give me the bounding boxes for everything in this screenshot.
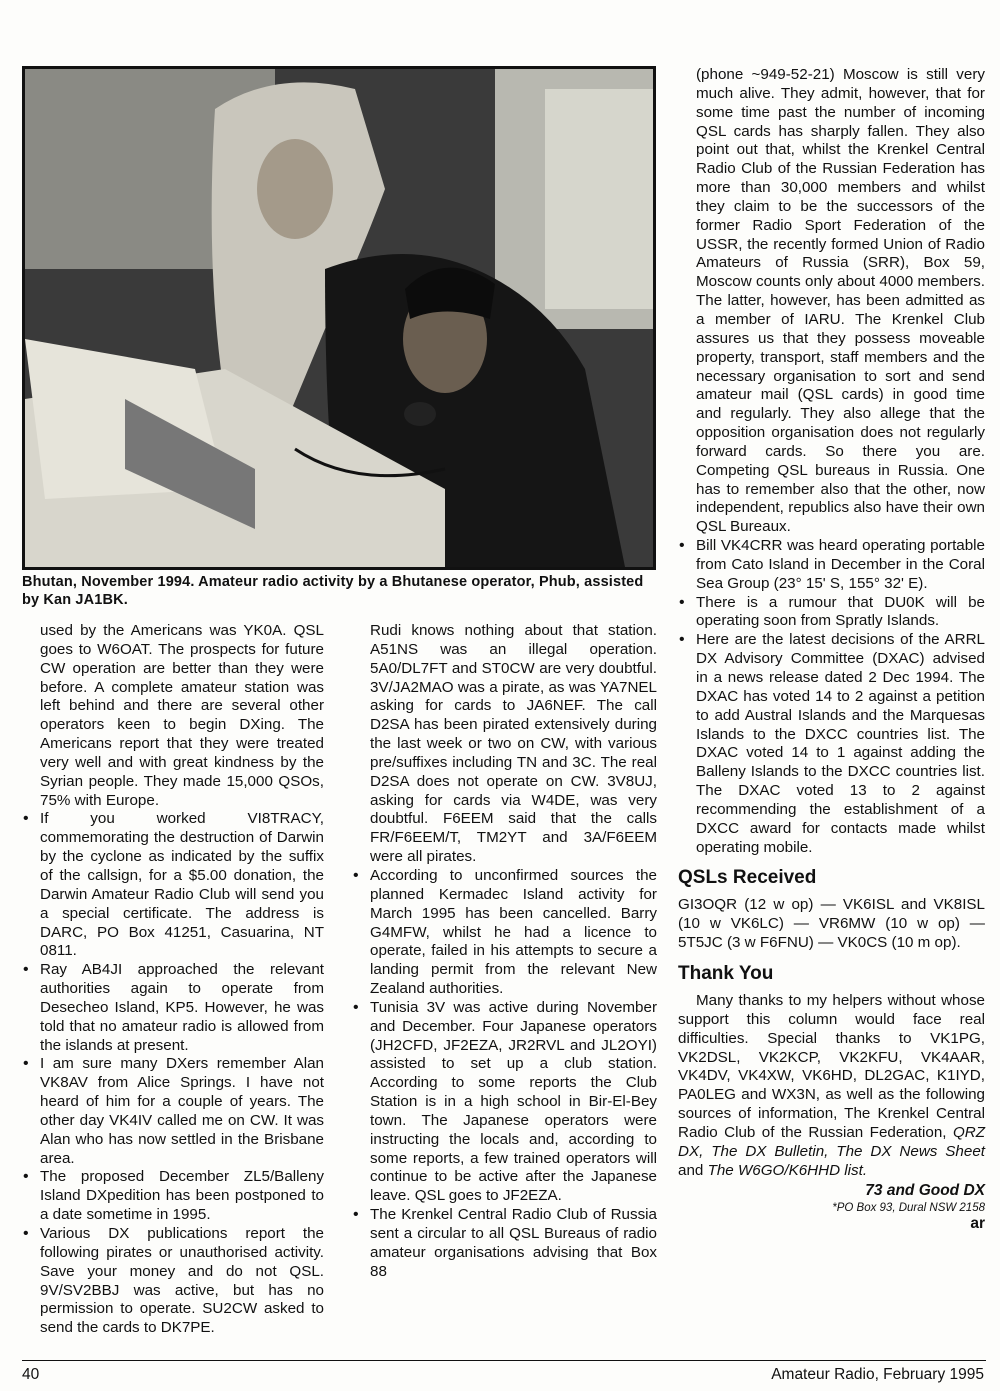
list-item: • Tunisia 3V was active during November and December. Four Japanese operators (JH2CFD, JF2EZA, JR2RVL and JL2OYI) assisted to set up a club station. According to some reports the Club Station is in a high school in Bir-El-Bey town. The Japanese operators were instructing the locals and, according to some reports, a few trained operators will continue to be active after the Japanese leave. QSL goes to JF2EZA. bbox=[352, 999, 657, 1206]
author-address: *PO Box 93, Dural NSW 2158 bbox=[832, 1202, 985, 1215]
footer-rule bbox=[22, 1360, 986, 1361]
bullet-list bbox=[22, 810, 324, 1338]
list-item: • Here are the latest decisions of the ARRL DX Advisory Committee (DXAC) advised in a news release dated 2 Dec 1994. The DXAC has voted 14 to 2 against a petition to add Austral Islands and the Marquesas Islands to the DXCC countries list. The DXAC voted 14 to 1 against adding the Balleny Islands to the DXCC countries list. The DXAC voted 13 to 2 against recommending the establishment of a DXCC award for contacts made whilst operating mobile. bbox=[678, 631, 985, 857]
list-item: • I am sure many DXers remember Alan VK8AV from Alice Springs. I have not heard of him for a couple of years. The other day VK4IV called me on CW. It was Alan who has now settled in the Brisbane area. bbox=[22, 1055, 324, 1168]
bullet-list bbox=[678, 537, 985, 857]
column-2 bbox=[352, 622, 657, 1282]
signoff: 73 and Good DX bbox=[865, 1182, 985, 1200]
thanks-and: and bbox=[678, 1161, 708, 1179]
bullet-list bbox=[352, 867, 657, 1282]
thanks-sources-italic: QRZ DX, The DX Bulletin, The DX News Sheet bbox=[678, 1123, 985, 1160]
column-3 bbox=[678, 66, 985, 1233]
list-item: • Bill VK4CRR was heard operating portable from Cato Island in December in the Coral Sea Group (23° 15' S, 155° 32' E). bbox=[678, 537, 985, 594]
page-number: 40 bbox=[22, 1366, 40, 1383]
paragraph: Rudi knows nothing about that station. A51NS was an illegal operation. 5A0/DL7FT and ST0CW are very doubtful. 3V/JA2MAO was a pirate, as was YA7NEL asking for cards to JA6NEF. The call D2SA has been pirated extensively during the last week or two on CW, with various pre/suffixes including TN and 3C. The real D2SA does not operate on CW. 3V8UJ, asking for cards via W4DE, was very doubtful. F6EEM said that the calls FR/F6EEM/T, TM2YT and 3A/F6EEM were all pirates. bbox=[370, 622, 657, 866]
paragraph: used by the Americans was YK0A. QSL goes to W6OAT. The prospects for future CW operation are better than they were before. A complete amateur station was left behind and there are several other operators keen to begin DXing. The Americans report that they were treated very well and with great kindness by the Syrian people. They made 15,000 QSOs, 75% with Europe. bbox=[40, 622, 324, 809]
paragraph: (phone ~949-52-21) Moscow is still very much alive. They admit, however, that for some time past the number of incoming QSL cards has sharply fallen. They also point out that, whilst the Krenkel Central Radio Club of the Russian Federation has more than 30,000 members and whilst they claim to be the successors of the former Radio Sport Federation of the USSR, the recently formed Union of Radio Amateurs of Russia (SRR), Box 59, Moscow counts only about 4000 members. The latter, however, has been admitted as a member of IARU. The Krenkel Club assures us that they possess moveable property, transport, staff members and the necessary organisation to sort and send amateur mail (QSL cards) in good time and regularly. They also allege that the opposition organisation does not regularly forward cards. So there you are. Competing QSL bureaus in Russia. One has to remember also that the other, now independent, republics also have their own QSL Bureaux. bbox=[696, 66, 985, 536]
photo-caption: Bhutan, November 1994. Amateur radio activity by a Bhutanese operator, Phub, assisted by Kan JA1BK. bbox=[22, 574, 644, 608]
list-item: • If you worked VI8TRACY, commemorating the destruction of Darwin by the cyclone as indicated by the suffix of the callsign, for a $5.00 donation, the Darwin Amateur Radio Club will send you a special certificate. The address is DARC, PO Box 41251, Casuarina, NT 0811. bbox=[22, 810, 324, 961]
list-item: • The Krenkel Central Radio Club of Russia sent a circular to all QSL Bureaus of radio amateur organisations advising that Box 88 bbox=[352, 1206, 657, 1281]
publication-footer: Amateur Radio, February 1995 bbox=[771, 1366, 984, 1383]
photo-illustration bbox=[25, 69, 653, 567]
thanks-paragraph bbox=[678, 992, 985, 1180]
qsl-paragraph: GI3OQR (12 w op) — VK6ISL and VK8ISL (10 w VK6LC) — VR6MW (10 w op) — 5T5JC (3 w F6FNU) — VK0CS (10 m op). bbox=[678, 896, 985, 952]
list-item: • Ray AB4JI approached the relevant authorities again to operate from Desecheo Island, KP5. However, he was told that no amateur radio is allowed from the islands at present. bbox=[22, 961, 324, 1055]
thanks-lead: Many thanks to my helpers without whose support this column would face real difficulties. Special thanks to VK1PG, VK2DSL, VK2KCP, VK2KFU, VK4AAR, VK4DV, VK4XW, VK6HD, DL2GAC, K1IYD, PA0LEG and WX3N, as well as the following sources of information, The Krenkel Central Radio Club of the Russian Federation, bbox=[678, 991, 985, 1141]
thanks-heading: Thank You bbox=[678, 962, 774, 984]
list-item: • Various DX publications report the following pirates or unauthorised activity. Save your money and do not QSL. 9V/SV2BBJ was active, but has no permission to operate. SU2CW asked to send the cards to DK7PE. bbox=[22, 1225, 324, 1338]
list-item: • The proposed December ZL5/Balleny Island DXpedition has been postponed to a date sometime in 1995. bbox=[22, 1168, 324, 1225]
column-1 bbox=[22, 622, 324, 1338]
end-mark: ar bbox=[970, 1215, 985, 1233]
list-item: • According to unconfirmed sources the planned Kermadec Island activity for March 1995 has been cancelled. Barry G4MFW, whilst he had a licence to operate, failed in his attempts to secure a landing permit from the relevant New Zealand authorities. bbox=[352, 867, 657, 999]
qsl-heading: QSLs Received bbox=[678, 867, 817, 889]
thanks-source-italic: The W6GO/K6HHD list. bbox=[707, 1161, 868, 1179]
list-item: • There is a rumour that DU0K will be operating soon from Spratly Islands. bbox=[678, 594, 985, 632]
photo bbox=[22, 66, 656, 570]
